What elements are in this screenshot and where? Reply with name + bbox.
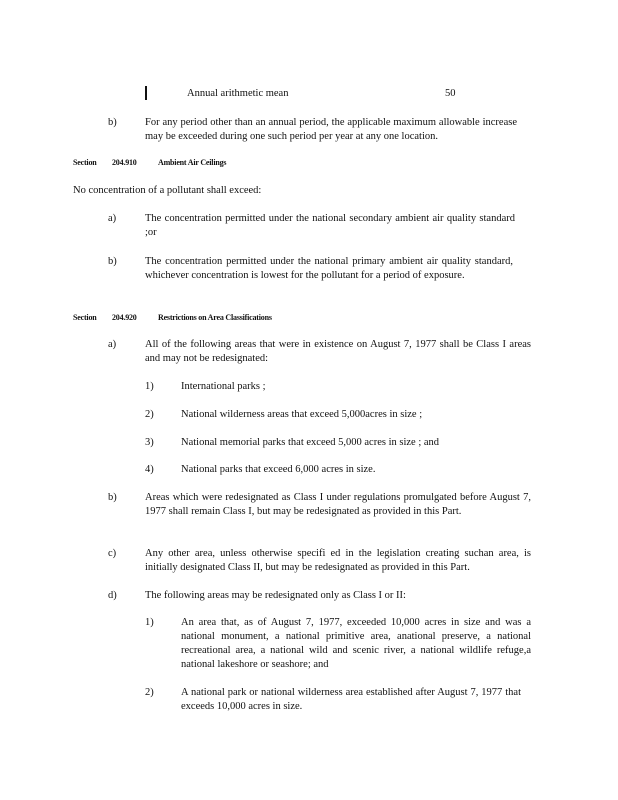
sub-a-1-text: International parks ;	[181, 381, 266, 392]
no-concentration-text: No concentration of a pollutant shall exceed:	[73, 185, 262, 196]
section-number: 204.910	[112, 158, 137, 167]
sub-a-3-text: National memorial parks that exceed 5,000 acres in size ; and	[181, 437, 440, 448]
sub-a-2-text: National wilderness areas that exceed 5,000acres in size ;	[181, 409, 423, 420]
item-b-top-text: For any period other than an annual period, the applicable maximum allowable increase may be exceeded during one such period per year at any one location.	[145, 117, 517, 142]
annual-mean-value: 50	[445, 88, 456, 99]
item-marker: c)	[108, 548, 117, 559]
item-marker: a)	[108, 339, 117, 350]
annual-mean-label: Annual arithmetic mean	[187, 88, 289, 99]
section-label: Section	[73, 313, 97, 322]
section-title: Ambient Air Ceilings	[158, 158, 227, 167]
item-marker: b)	[108, 117, 117, 128]
item-a-text: All of the following areas that were in existence on August 7, 1977 shall be Class I areas and may not be redesignated:	[145, 339, 531, 364]
item-marker: a)	[108, 213, 117, 224]
sub-item-marker: 3)	[145, 437, 154, 448]
sub-item-marker: 2)	[145, 687, 154, 698]
item-c-text: Any other area, unless otherwise specifi ed in the legislation creating suchan area, is initially designated Class II, but may be redesignated as provided in this Part.	[145, 548, 531, 573]
sub-d-2-text: A national park or national wilderness area established after August 7, 1977 that exceeds 10,000 acres in size.	[181, 687, 521, 712]
item-910-b-text: The concentration permitted under the national primary ambient air quality standard, whichever concentration is lowest for the pollutant for a period of exposure.	[145, 256, 513, 281]
section-number: 204.920	[112, 313, 137, 322]
sub-a-4-text: National parks that exceed 6,000 acres in size.	[181, 464, 376, 475]
section-title: Restrictions on Area Classifications	[158, 313, 272, 322]
item-marker: b)	[108, 256, 117, 267]
item-marker: d)	[108, 590, 117, 601]
section-label: Section	[73, 158, 97, 167]
item-d-text: The following areas may be redesignated only as Class I or II:	[145, 590, 406, 601]
sub-item-marker: 4)	[145, 464, 154, 475]
sub-item-marker: 1)	[145, 381, 154, 392]
item-marker: b)	[108, 492, 117, 503]
item-910-a-text: The concentration permitted under the national secondary ambient air quality standard ;or	[145, 213, 515, 238]
sub-item-marker: 2)	[145, 409, 154, 420]
item-b-text: Areas which were redesignated as Class I under regulations promulgated before August 7, 1977 shall remain Class I, but may be redesignated as provided in this Part.	[145, 492, 531, 517]
sub-item-marker: 1)	[145, 617, 154, 628]
sub-d-1-text: An area that, as of August 7, 1977, exceeded 10,000 acres in size and was a national monument, a national primitive area, anational preserve, a national recreational area, a national wild and scenic river, a national wildlife refuge,a national lakeshore or seashore; and	[181, 617, 531, 670]
text-cursor-bar	[145, 86, 147, 100]
